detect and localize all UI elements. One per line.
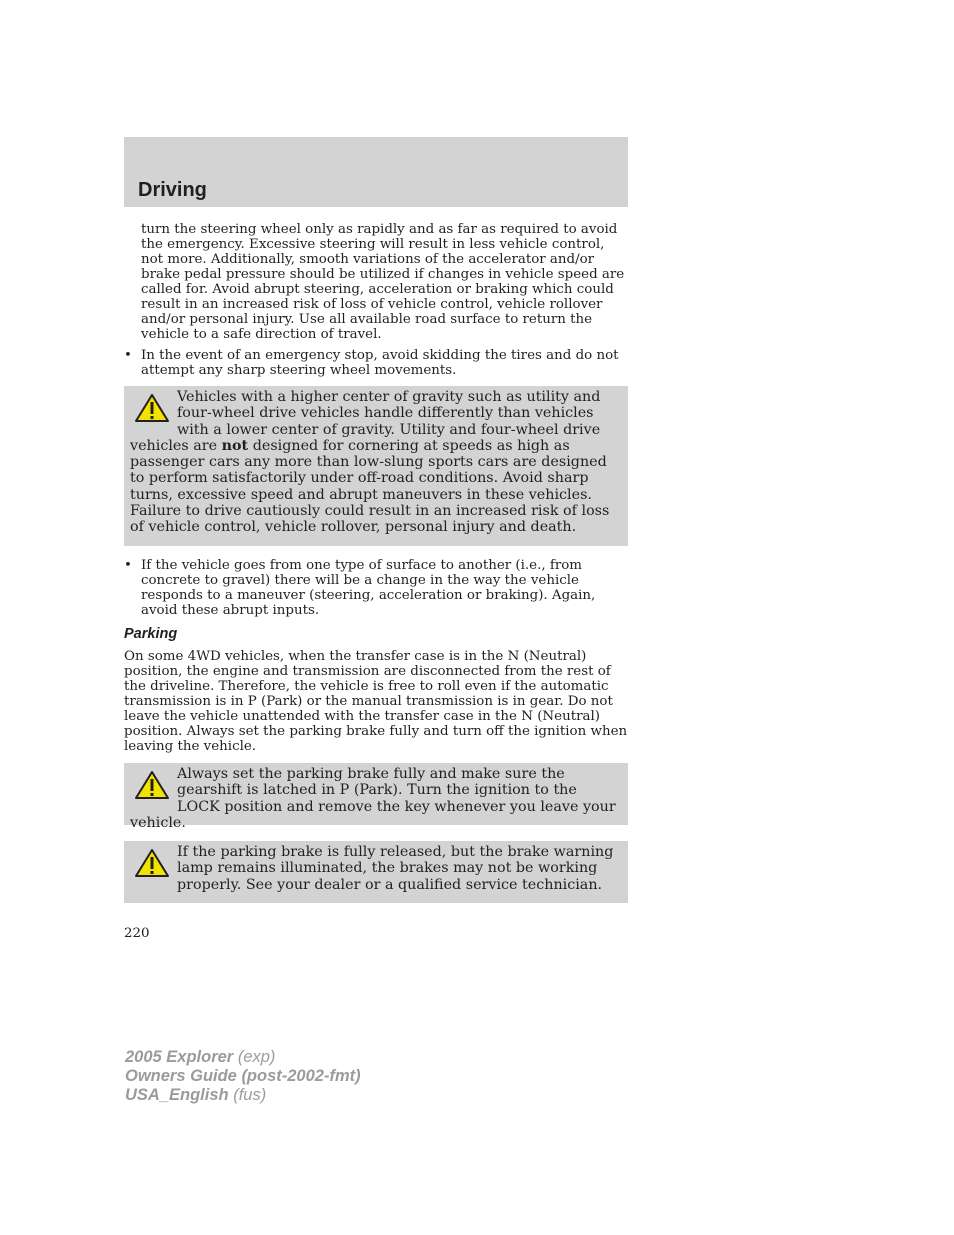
warning-triangle-icon [134, 393, 170, 423]
bullet-text: If the vehicle goes from one type of surface to another (i.e., from concrete to gravel) there will be a change in the way the vehicle responds to a maneuver (steering, acceleration or braking). Again, avoid these abrupt inputs. [141, 558, 596, 618]
parking-heading: Parking [124, 626, 178, 642]
parking-paragraph: On some 4WD vehicles, when the transfer case is in the N (Neutral) position, the engine and transmission are disconnected from the rest of the driveline. Therefore, the vehicle is free to roll even if the automatic transmission is in P (Park) or the manual transmission is in gear. Do not leave the vehicle unattended with the transfer case in the N (Neutral) position. Always set the parking brake fully and turn off the ignition when leaving the vehicle. [124, 649, 628, 754]
bullet-symbol: • [124, 348, 132, 363]
bullet-text: In the event of an emergency stop, avoid skidding the tires and do not attempt any sharp steering wheel movements. [141, 348, 619, 378]
warning-text: If the parking brake is fully released, but the brake warning lamp remains illuminated, the brakes may not be working properly. See your dealer or a qualified service technician. [177, 844, 614, 893]
warning-box-center-of-gravity [124, 386, 628, 546]
warning-triangle-icon [134, 848, 170, 878]
page-number: 220 [124, 926, 150, 941]
footer-line: USA_English (fus) [125, 1086, 267, 1104]
warning-text: Vehicles with a higher center of gravity such as utility and four-wheel drive vehicles handle differently than vehicles with a lower center of gravity. Utility and four-wheel drive vehicles are not designed for cornering at speeds as high as passenger cars any more than low-slung sports cars are designed to perform satisfactorily under off-road conditions. Avoid sharp turns, excessive speed and abrupt maneuvers in these vehicles. Failure to drive cautiously could result in an increased risk of loss of vehicle control, vehicle rollover, personal injury and death. [130, 389, 610, 536]
warning-triangle-icon [134, 770, 170, 800]
bullet-symbol: • [124, 558, 132, 573]
warning-text: Always set the parking brake fully and make sure the gearshift is latched in P (Park). Turn the ignition to the LOCK position and remove the key whenever you leave your vehicle. [130, 766, 616, 831]
warning-box-brake-lamp [124, 841, 628, 903]
document-footer [125, 1048, 361, 1105]
intro-paragraph: turn the steering wheel only as rapidly and as far as required to avoid the emergency. Excessive steering will result in less vehicle control, not more. Additionally, smooth variations of the accelerator and/or brake pedal pressure should be utilized if changes in vehicle speed are called for. Avoid abrupt steering, acceleration or braking which could result in an increased risk of loss of vehicle control, vehicle rollover and/or personal injury. Use all available road surface to return the vehicle to a safe direction of travel. [141, 222, 625, 342]
section-header-band [124, 137, 628, 207]
warning-emphasis: not [221, 437, 249, 454]
section-title: Driving [138, 179, 207, 201]
footer-line: 2005 Explorer (exp) [125, 1048, 276, 1066]
footer-line: Owners Guide (post-2002-fmt) [125, 1067, 361, 1085]
warning-box-parking-brake [124, 763, 628, 831]
